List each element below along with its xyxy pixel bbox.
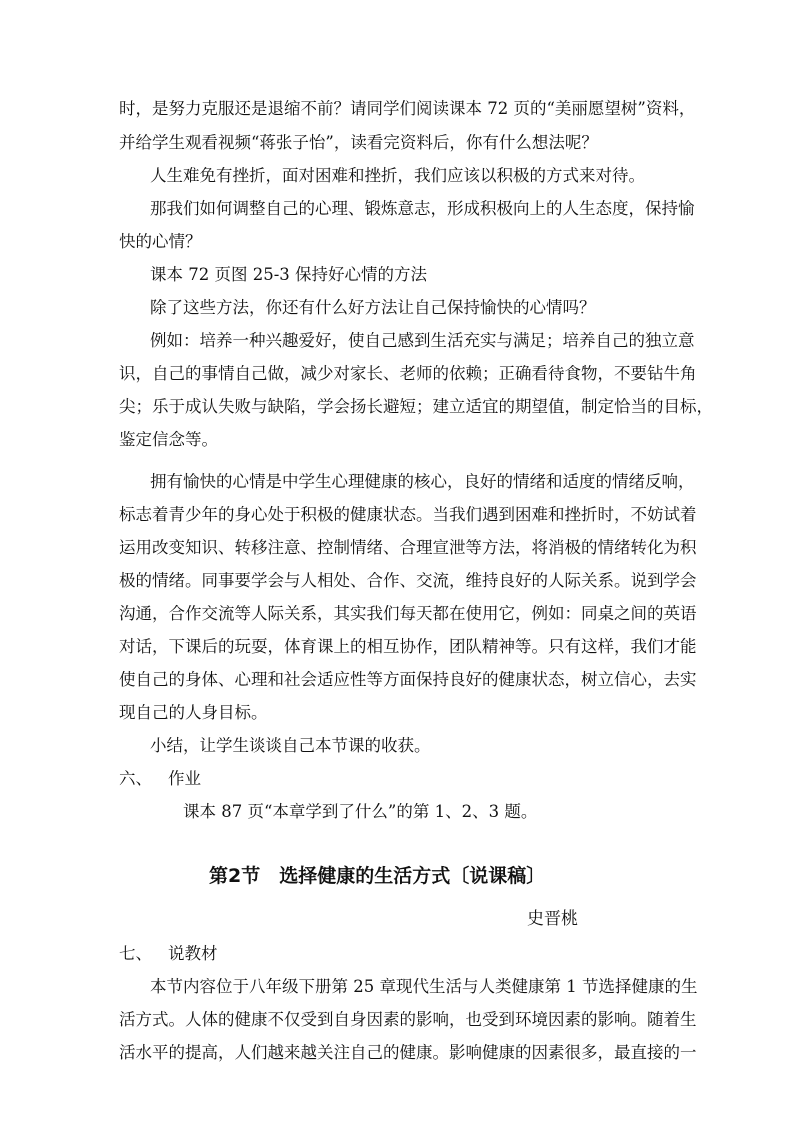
section-title: 说教材: [168, 944, 218, 963]
paragraph-line: 并给学生观看视频“蒋张子怡”，读看完资料后，你有什么想法呢？: [119, 133, 598, 152]
paragraph-line: 鉴定信念等。: [119, 430, 218, 449]
paragraph-line: 快的心情？: [119, 232, 202, 251]
paragraph-line: 时，是努力克服还是退缩不前？请同学们阅读课本 72 页的“美丽愿望树”资料，: [119, 99, 696, 118]
section-heading: 第2节 选择健康的生活方式〔说课稿〕: [209, 865, 546, 887]
paragraph-line: 人生难免有挫折，面对困难和挫折，我们应该以积极的方式来对待。: [150, 166, 645, 185]
section-number: 六、: [119, 769, 152, 788]
section-number: 七、: [119, 944, 152, 963]
paragraph-line: 除了这些方法，你还有什么好方法让自己保持愉快的心情吗？: [150, 298, 596, 317]
paragraph-line: 使自己的身体、心理和社会适应性等方面保持良好的健康状态，树立信心，去实: [119, 670, 697, 689]
paragraph-line: 拥有愉快的心情是中学生心理健康的核心，良好的情绪和适度的情绪反响，: [150, 472, 695, 491]
paragraph-line: 现自己的人身目标。: [119, 703, 268, 722]
paragraph-line: 标志着青少年的身心处于积极的健康状态。当我们遇到困难和挫折时，不妨试着: [119, 505, 697, 524]
paragraph-line: 识，自己的事情自己做，减少对家长、老师的依赖；正确看待食物，不要钻牛角: [119, 364, 697, 383]
paragraph-line: 尖；乐于成认失败与缺陷，学会扬长避短；建立适宜的期望值，制定恰当的目标，: [119, 397, 713, 416]
paragraph-line: 活水平的提高，人们越来越关注自己的健康。影响健康的因素很多，最直接的一: [119, 1043, 697, 1062]
paragraph-line: 极的情绪。同事要学会与人相处、合作、交流，维持良好的人际关系。说到学会: [119, 571, 697, 590]
paragraph-line: 本节内容位于八年级下册第 25 章现代生活与人类健康第 1 节选择健康的生: [150, 977, 698, 996]
paragraph-line: 那我们如何调整自己的心理、锻炼意志，形成积极向上的人生态度，保持愉: [150, 199, 695, 218]
paragraph-line: 例如：培养一种兴趣爱好，使自己感到生活充实与满足；培养自己的独立意: [150, 331, 695, 350]
section-title: 作业: [168, 769, 201, 788]
paragraph-line: 小结，让学生谈谈自己本节课的收获。: [150, 736, 431, 755]
paragraph-line: 课本 87 页“本章学到了什么”的第 1、2、3 题。: [183, 802, 538, 821]
paragraph-line: 对话，下课后的玩耍，体育课上的相互协作，团队精神等。只有这样，我们才能: [119, 637, 697, 656]
paragraph-line: 沟通，合作交流等人际关系，其实我们每天都在使用它，例如：同桌之间的英语: [119, 604, 697, 623]
paragraph-line: 课本 72 页图 25-3 保持好心情的方法: [150, 265, 428, 284]
author-name: 史晋桃: [527, 909, 578, 929]
paragraph-line: 运用改变知识、转移注意、控制情绪、合理宣泄等方法，将消极的情绪转化为积: [119, 538, 697, 557]
paragraph-line: 活方式。人体的健康不仅受到自身因素的影响，也受到环境因素的影响。随着生: [119, 1010, 697, 1029]
